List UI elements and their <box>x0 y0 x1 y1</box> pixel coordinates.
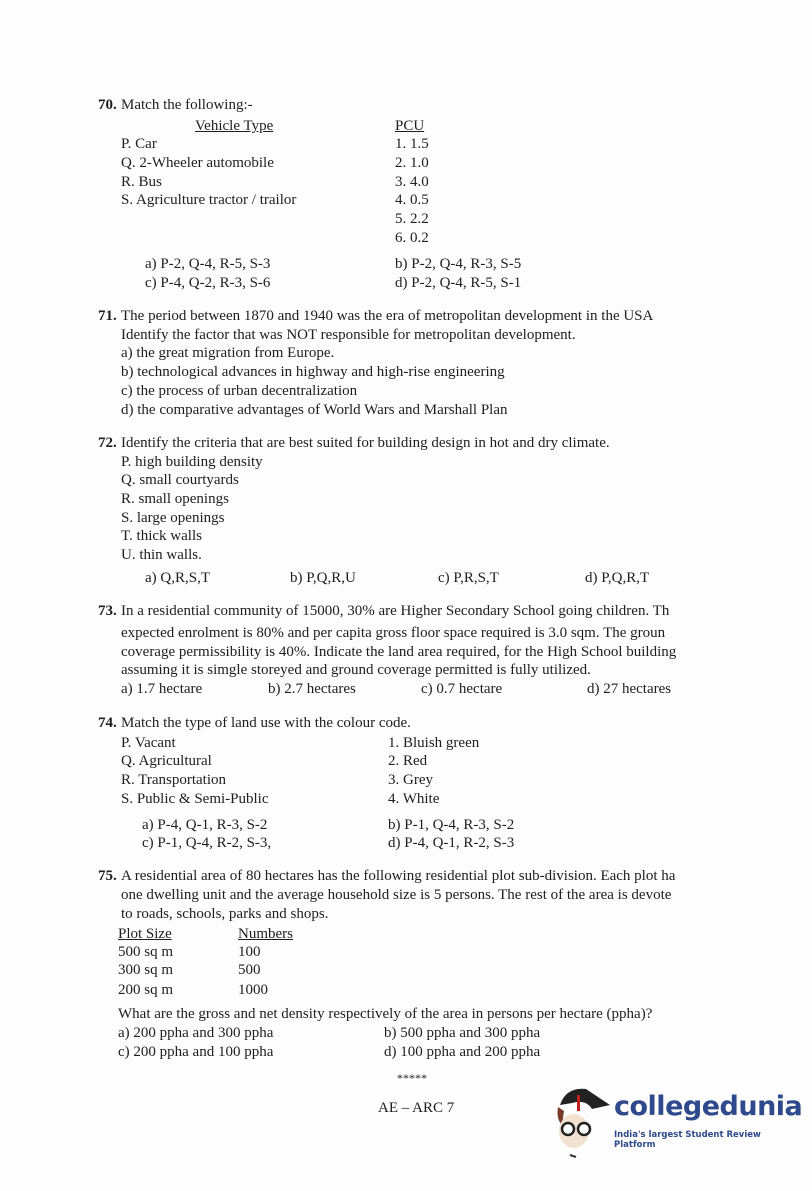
q75-text: A residential area of 80 hectares has the following residential plot sub-division. Each plot ha <box>121 868 676 884</box>
q72-item: P. high building density <box>121 454 263 470</box>
q74-text: Match the type of land use with the colour code. <box>121 715 411 731</box>
q70-text: Match the following:- <box>121 97 253 113</box>
q74-code: 2. Red <box>388 753 428 769</box>
q70-code: 2. 1.0 <box>395 155 429 171</box>
mascot-icon <box>552 1083 614 1163</box>
q72-item: S. large openings <box>121 510 225 526</box>
q72-text: Identify the criteria that are best suited for building design in hot and dry climate. <box>121 435 610 451</box>
q73-option-a: a) 1.7 hectare <box>121 681 203 697</box>
q70-option-c: c) P-4, Q-2, R-3, S-6 <box>145 275 271 291</box>
q70-option-b: b) P-2, Q-4, R-3, S-5 <box>395 256 522 272</box>
q72-item: T. thick walls <box>121 528 202 544</box>
page-footer: AE – ARC 7 <box>378 1100 455 1116</box>
q70-option-d: d) P-2, Q-4, R-5, S-1 <box>395 275 522 291</box>
q73-text: In a residential community of 15000, 30% are Higher Secondary School going children. Th <box>121 603 670 619</box>
q70-col1-header: Vehicle Type <box>195 118 274 134</box>
q75-table-cell: 500 sq m <box>118 944 174 960</box>
q73-option-c: c) 0.7 hectare <box>421 681 503 697</box>
q71-option-c: c) the process of urban decentralization <box>121 383 358 399</box>
q72-option-b: b) P,Q,R,U <box>290 570 356 586</box>
q70-col2-header: PCU <box>395 118 425 134</box>
q70-item: Q. 2-Wheeler automobile <box>121 155 274 171</box>
q73-text: coverage permissibility is 40%. Indicate the land area required, for the High School building <box>121 644 677 660</box>
q72-option-c: c) P,R,S,T <box>438 570 499 586</box>
q75-text: one dwelling unit and the average household size is 5 persons. The rest of the area is devote <box>121 887 672 903</box>
q72-item: U. thin walls. <box>121 547 202 563</box>
q75-option-d: d) 100 ppha and 200 ppha <box>384 1044 541 1060</box>
q72-item: R. small openings <box>121 491 229 507</box>
q74-option-c: c) P-1, Q-4, R-2, S-3, <box>142 835 272 851</box>
q75-option-c: c) 200 ppha and 100 ppha <box>118 1044 274 1060</box>
q71-number: 71. <box>98 308 117 324</box>
q70-item: S. Agriculture tractor / trailor <box>121 192 297 208</box>
q74-code: 4. White <box>388 791 440 807</box>
q74-code: 3. Grey <box>388 772 433 788</box>
q75-table-cell: 500 <box>238 962 261 978</box>
q70-item: R. Bus <box>121 174 162 190</box>
end-mark: ***** <box>397 1071 427 1085</box>
q75-number: 75. <box>98 868 117 884</box>
q74-option-d: d) P-4, Q-1, R-2, S-3 <box>388 835 515 851</box>
q75-table-header: Plot Size <box>118 926 172 942</box>
q75-option-b: b) 500 ppha and 300 ppha <box>384 1025 541 1041</box>
q75-option-a: a) 200 ppha and 300 ppha <box>118 1025 274 1041</box>
q72-option-a: a) Q,R,S,T <box>145 570 210 586</box>
q71-text: The period between 1870 and 1940 was the era of metropolitan development in the USA <box>121 308 654 324</box>
q73-text: assuming it is simgle storeyed and ground coverage permitted is fully utilized. <box>121 662 591 678</box>
q72-item: Q. small courtyards <box>121 472 239 488</box>
q75-question: What are the gross and net density respectively of the area in persons per hectare (ppha)? <box>118 1006 653 1022</box>
collegedunia-logo <box>552 1083 803 1163</box>
q74-number: 74. <box>98 715 117 731</box>
q70-code: 6. 0.2 <box>395 230 429 246</box>
q72-number: 72. <box>98 435 117 451</box>
q73-text: expected enrolment is 80% and per capita gross floor space required is 3.0 sqm. The groun <box>121 625 666 641</box>
q71-text: Identify the factor that was NOT responsible for metropolitan development. <box>121 327 576 343</box>
q70-option-a: a) P-2, Q-4, R-5, S-3 <box>145 256 271 272</box>
q74-code: 1. Bluish green <box>388 735 480 751</box>
q72-option-d: d) P,Q,R,T <box>585 570 650 586</box>
q74-item: P. Vacant <box>121 735 176 751</box>
logo-tagline: India's largest Student Review Platform <box>614 1130 761 1150</box>
q70-code: 4. 0.5 <box>395 192 429 208</box>
q70-code: 1. 1.5 <box>395 136 429 152</box>
q75-table-cell: 200 sq m <box>118 982 174 998</box>
q74-option-b: b) P-1, Q-4, R-3, S-2 <box>388 817 515 833</box>
q73-option-d: d) 27 hectares <box>587 681 672 697</box>
q70-item: P. Car <box>121 136 157 152</box>
q71-option-d: d) the comparative advantages of World Wars and Marshall Plan <box>121 402 508 418</box>
q75-table-cell: 100 <box>238 944 261 960</box>
q74-item: S. Public & Semi-Public <box>121 791 269 807</box>
q71-option-a: a) the great migration from Europe. <box>121 345 335 361</box>
q70-number: 70. <box>98 97 117 113</box>
q70-code: 3. 4.0 <box>395 174 429 190</box>
q74-option-a: a) P-4, Q-1, R-3, S-2 <box>142 817 268 833</box>
q75-table-cell: 1000 <box>238 982 268 998</box>
q75-text: to roads, schools, parks and shops. <box>121 906 329 922</box>
q73-number: 73. <box>98 603 117 619</box>
logo-brand: collegedunia <box>614 1091 803 1122</box>
q73-option-b: b) 2.7 hectares <box>268 681 356 697</box>
q74-item: R. Transportation <box>121 772 227 788</box>
q75-table-header: Numbers <box>238 926 293 942</box>
q71-option-b: b) technological advances in highway and high-rise engineering <box>121 364 505 380</box>
q70-code: 5. 2.2 <box>395 211 429 227</box>
q75-table-cell: 300 sq m <box>118 962 174 978</box>
q74-item: Q. Agricultural <box>121 753 212 769</box>
